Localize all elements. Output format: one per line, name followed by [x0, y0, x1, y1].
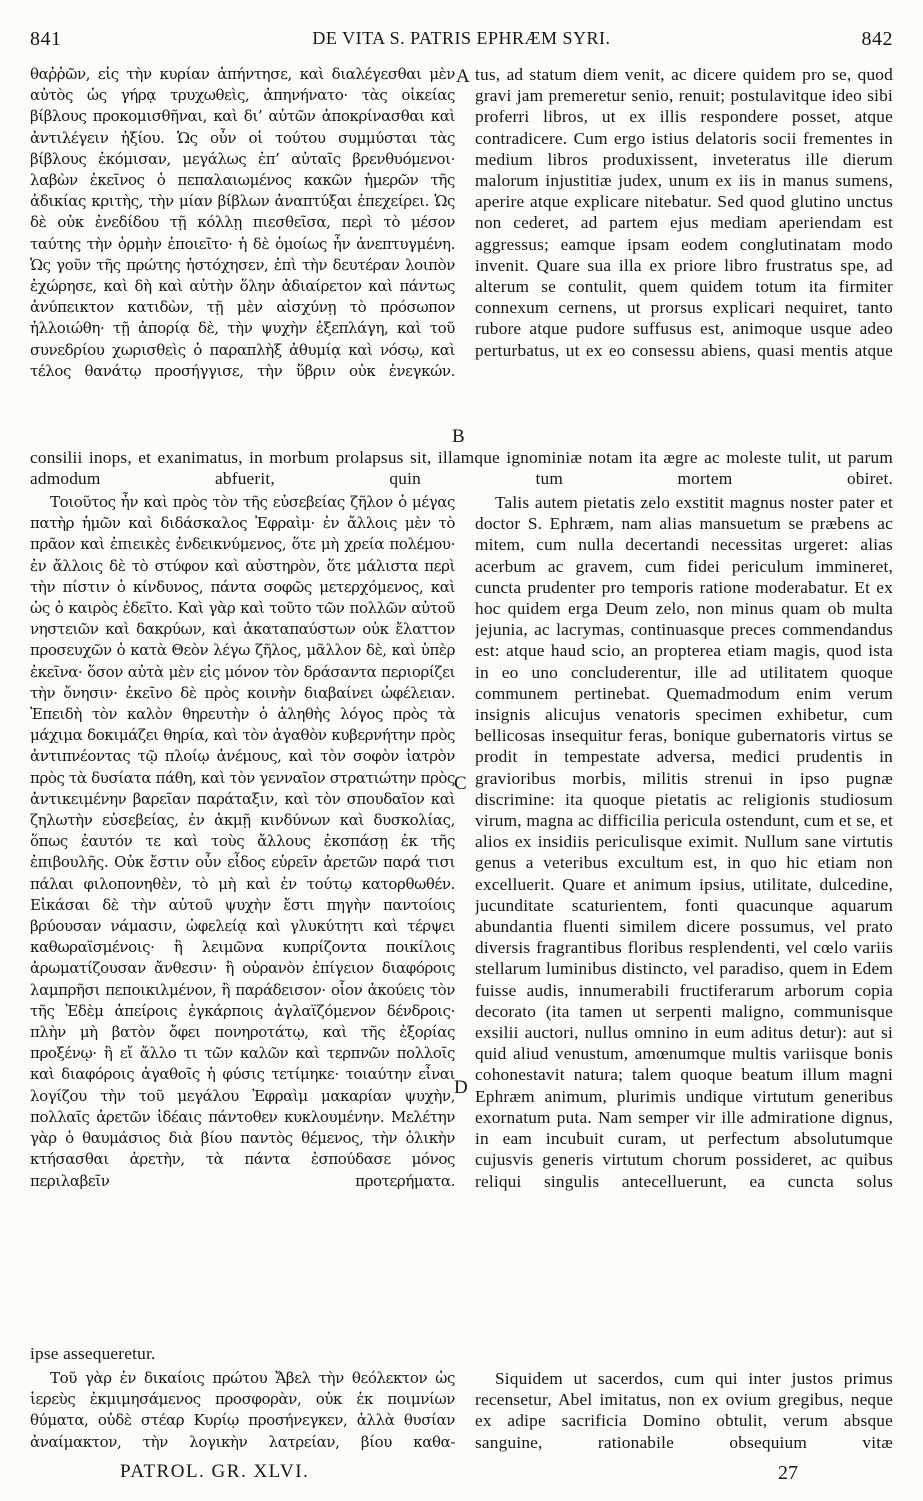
footer-signature: PATROL. GR. XLVI.: [120, 1461, 310, 1482]
latin-column-section-2: Talis autem pietatis zelo exstitit magnus noster pater et doctor S. Ephræm, nam alias mansuetum se præbens ac mitem, cum nulla decertandi necessitas urgeret: alias acerbum ac gravem, cum fidei periculum immineret, cuncta prudenter pro temporis ratione moderabatur. Et ex hoc quidem erga Deum zelo, non minus quam ob multa jejunia, ac lacrymas, continuasque preces commendandus est: atque haud scio, an propterea etiam magis, quod ista in eo uno concluderentur, ille ad utilitatem quoque communem pertinebat. Quemadmodum enim verum insignis alicujus venatoris specimen exhibetur, cum bellicosas insequitur feras, bonique gubernatoris virtus se prodit in tempestate adversa, medici prudentis in gravioribus morbis, militis strenui in ipso pugnæ discrimine: ita quoque pietatis ac religionis studiosum virum, magna ac difficilia pericula ostendunt, cum et se, et alios ex insidiis periculisque eximit. Nullum sane virtutis genus a veteribus excultum est, in quo hic etiam non excelluerit. Quare et animum ipsius, utilitate, dulcedine, jucunditate scaturientem, fonti quacunque aquarum abundantia fluenti similem dicere possumus, vel prato diversis fragrantibus floribus resplendenti, vel cœlo variis stellarum luminibus distincto, vel paradiso, quem in Edem fuisse audis, innumerabili fructiferarum arborum copia decorato (ita tamen ut serpenti maligno, communisque exsilii auctori, nullus omnino in eum aditus detur): aut si quid aliud venustum, amœnumque multis variisque bonis cohonestavit natura; talem quoque beatum illum magni Ephræm animum, plurimis undique virtutum generibus exornatum puta. Nam semper vir ille admiratione dignus, in eam incubuit curam, ut perfectum absolutumque cujusvis generis virtutum chorum possideret, ac quibus reliqui singulis antecelluerunt, ea cuncta solus: [475, 493, 893, 1191]
running-header: [30, 28, 893, 58]
margin-marker-c: C: [454, 773, 467, 794]
running-title: DE VITA S. PATRIS EPHRÆM SYRI.: [312, 28, 611, 48]
margin-marker-a: A: [456, 66, 470, 87]
latin-full-width-section-2: ipse assequeretur.: [30, 1344, 156, 1363]
greek-column-section-1: θαῤῥῶν, εἰς τὴν κυρίαν ἀπήντησε, καὶ διαλέγεσθαι μὲν αὐτὸς ὡς γήρᾳ τρυχωθεὶς, ἀπηνήνατο· τὰς οἰκείας βίβλους προκομισθῆναι, καὶ δι’ αὐτῶν ἀποκρίνασθαι καὶ ἀντιλέγειν ἠξίου. Ὡς οὖν οἱ τούτου συμμύσται τὰς βίβλους ἐκόμισαν, μεγάλως ἐπ’ αὐταῖς βρενθυόμενοι· λαβὼν ἐκεῖνος ὁ πεπαλαιωμένος κακῶν ἡμερῶν τῆς ἀδικίας κριτὴς, τὴν μίαν βίβλων ἀναπτύξαι ἐπεχείρει. Ὡς δὲ οὐκ ἐνεδίδου τῇ κόλλῃ πιεσθεῖσα, περὶ τὸ μέσον ταύτης τὴν ὁρμὴν ἐποιεῖτο· ἡ δὲ ὁμοίως ἦν ἀνεπτυγμένη. Ὡς γοῦν τῆς πρώτης ἠστόχησεν, ἐπὶ τὴν δευτέραν λοιπὸν ἐχώρησε, καὶ δὴ καὶ αὐτὴν ὅλην ἀδιαίρετον καὶ πάντως ἀνύπεικτον κατιδὼν, τῇ μὲν αἰσχύνῃ τὸ πρόσωπον ἠλλοιώθη· τῇ ἀπορίᾳ δὲ, τὴν ψυχὴν ἐξεπλάγη, καὶ τοῦ συνεδρίου χωρισθεὶς ὁ παραπλὴξ ἀθυμίᾳ καὶ νόσῳ, καὶ τέλος θανάτῳ προσήγγισε, τὴν ὕβριν οὐκ ἐνεγκών.: [30, 65, 455, 380]
sheet-number: 27: [778, 1462, 798, 1484]
latin-full-width-section-1: consilii inops, et exanimatus, in morbum prolapsus sit, illamque ignominiæ notam ita ægre ac moleste tulit, ut parum admodum abfuerit, quin tum mortem obiret.: [30, 448, 893, 489]
latin-column-section-3: Siquidem ut sacerdos, cum qui inter justos primus recensetur, Abel imitatus, non ex ovium gregibus, neque ex adipe sacrificia Domino obtulit, verum absque sanguine, rationabile obsequium vitæ: [475, 1369, 893, 1452]
page-number-left: 841: [30, 28, 62, 50]
latin-column-section-1: tus, ad statum diem venit, ac dicere quidem pro se, quod gravi jam premeretur senio, renuit; postulavitque ideo sibi proferri libros, ut ex illis respondere posset, atque contradicere. Cum ergo istius delatoris socii frementes in medium libros produxissent, inveteratus ille dierum malorum injustitiæ judex, unum ex iis in manus sumens, aperire atque explicare nitebatur. Sed quod glutino unctus non cederet, ad partem ejus mediam aperiendam est aggressus; eamque ipsam eodem conglutinatam modo invenit. Quare sua illa ex priore libro frustratus spe, ad alterum se contulit, quem quidem totum ita firmiter connexum cernens, ut prorsus explicari nequiret, tanto rubore atque pudore suffusus est, animoque usque adeo perturbatus, ut ex eo consessu abiens, quasi mentis atque: [475, 65, 893, 360]
greek-column-section-3: Τοῦ γὰρ ἐν δικαίοις πρώτου Ἄβελ τὴν θεόλεκτον ὡς ἱερεὺς ἐκμιμησάμενος προσφορὰν, οὐκ ἐκ ποιμνίων θύματα, οὐδὲ στέαρ Κυρίῳ προσήνεγκεν, ἀλλὰ θυσίαν ἀναίμακτον, τὴν λογικὴν λατρείαν, βίου καθα-: [30, 1369, 455, 1451]
margin-marker-d: D: [454, 1077, 468, 1098]
greek-column-section-2: Τοιοῦτος ἦν καὶ πρὸς τὸν τῆς εὐσεβείας ζῆλον ὁ μέγας πατὴρ ἡμῶν καὶ διδάσκαλος Ἐφραὶμ· ἐν ἄλλοις μὲν τὸ πρᾶον καὶ ἐπιεικὲς ἐνδεικνύμενος, ὅτε μὴ χρεία πολέμου· ἐν ἄλλοις δὲ τὸ στύφον καὶ αὐστηρὸν, ὅτε μάλιστα περὶ τὴν πίστιν ὁ κίνδυνος, πάντα σοφῶς μετερχόμενος, καὶ ὡς ὁ καιρὸς ἐδεῖτο. Καὶ γὰρ καὶ τοῦτο τῶν πολλῶν αὐτοῦ νηστειῶν καὶ δακρύων, καὶ ἀκαταπαύστων οὐκ ἔλαττον προσευχῶν ὁ κατὰ Θεὸν λέγω ζῆλος, μᾶλλον δὲ, καὶ ὑπὲρ ἐκεῖνα· ὅσον αὐτὰ μὲν εἰς μόνον τὸν δράσαντα περιορίζει τὴν ὄνησιν· ἐκεῖνο δὲ πρὸς κοινὴν διαβαίνει ὠφέλειαν. Ἐπειδὴ τὸν καλὸν θηρευτὴν ὁ ἀληθὴς λόγος πρὸς τὰ μάχιμα δοκιμάζει θηρία, καὶ τὸν ἀγαθὸν κυβερνήτην πρὸς ἀντιπνέοντας τῷ πλοίῳ ἀνέμους, καὶ τὸν σοφὸν ἰατρὸν πρὸς τὰ δυσίατα πάθη, καὶ τὸν γενναῖον στρατιώτην πρὸς ἀντικειμένην βαρεῖαν παράταξιν, καὶ τὸν σπουδαῖον καὶ ζηλωτὴν εὐσεβείας, ἐν ἀκμῇ κινδύνων καὶ δυσκολίας, ὅπως ἑαυτόν τε καὶ τοὺς ἄλλους ἐκσπάσῃ ἐκ τῆς ἐπιβουλῆς. Οὐκ ἔστιν οὖν εἶδος εὑρεῖν ἀρετῶν παρά τισι πάλαι φιλοπονηθὲν, τὸ μὴ καὶ ἐν τούτῳ κατορθωθέν. Εἰκάσαι δὲ τὴν αὐτοῦ ψυχὴν ἔστι πηγὴν παντοίοις βρύουσαν νάμασιν, ὠφελείᾳ καὶ γλυκύτητι καὶ τέρψει καθωραϊσμένοις· ἢ λειμῶνα κυπρίζοντα ποικίλοις ἀρωματίζουσαν ἄνθεσιν· ἢ οὐρανὸν ἐπίγειον διαφόροις λαμπρῆσι πεποικιλμένον, ἢ παράδεισον· οἷον ἀκούεις τὸν τῆς Ἐδὲμ ἀπείροις ἐγκάρποις ἀγλαϊζόμενον δένδροις· πλὴν μὴ βατὸν ὄφει πονηροτάτῳ, καὶ τῆς ἐξορίας προξένῳ· ἢ εἴ ἄλλο τι τῶν καλῶν καὶ τερπνῶν πολλοῖς καὶ διαφόροις ἀγαθοῖς ἡ φύσις τετίμηκε· τοιαύτην εἶναι λογίζου τὴν τοῦ μεγάλου Ἐφραὶμ μακαρίαν ψυχὴν, πολλαῖς ἀρετῶν ἰδέαις πάντοθεν κυκλουμένην. Μελέτην γὰρ ὁ θαυμάσιος διὰ βίου παντὸς θέμενος, τὴν ὁλικὴν κτήσασθαι ἀρετὴν, τὰ πάντα ἐσπούδασε μόνος περιλαβεῖν προτερήματα.: [30, 493, 455, 1190]
margin-marker-b: B: [452, 426, 465, 447]
page-number-right: 842: [861, 28, 893, 50]
